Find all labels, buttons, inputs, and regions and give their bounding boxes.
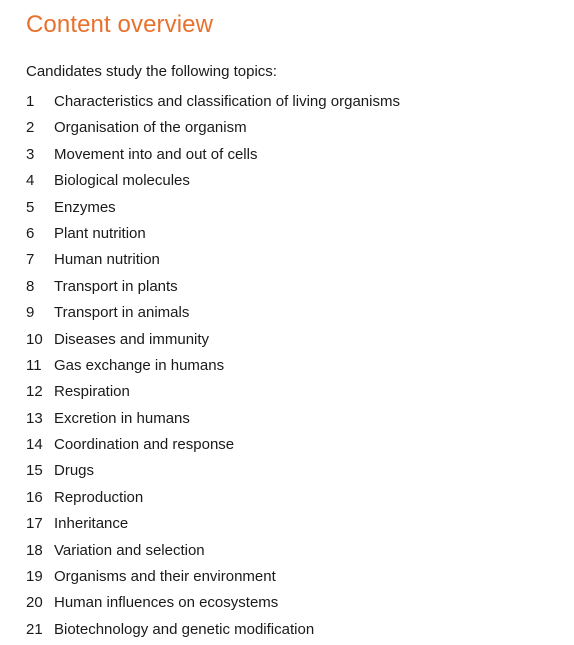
topic-number: 17 [26,515,43,533]
topic-label: Organisms and their environment [54,568,276,586]
topic-item [26,300,566,326]
topic-number: 11 [26,356,42,374]
topic-label: Characteristics and classification of living organisms [54,93,400,110]
topic-item [26,458,566,484]
topic-label: Transport in plants [54,277,178,295]
topic-label: Diseases and immunity [54,330,210,348]
topic-label: Biotechnology and genetic modification [54,620,315,638]
topic-number: 9 [26,304,35,322]
topic-item [26,327,566,353]
topic-item [26,406,566,432]
topic-item [26,221,566,247]
topic-label: Excretion in humans [54,409,190,427]
topic-list [26,89,566,643]
intro-text: Candidates study the following topics: [26,63,277,80]
topic-label: Variation and selection [54,541,205,559]
topic-item [26,617,566,643]
topic-label: Organisation of the organism [54,119,247,137]
topic-item [26,115,566,141]
topic-label: Transport in animals [54,304,190,322]
topic-item [26,89,566,115]
topic-number: 1 [26,93,35,110]
topic-number: 5 [26,198,35,216]
topic-item [26,485,566,511]
topic-number: 6 [26,224,35,242]
page-title: Content overview [26,11,214,38]
topic-label: Inheritance [54,515,129,533]
topic-item [26,379,566,405]
topic-item [26,274,566,300]
topic-item [26,590,566,616]
topic-number: 12 [26,383,43,401]
topic-label: Enzymes [54,198,116,216]
topic-item [26,353,566,379]
topic-label: Gas exchange in humans [54,356,225,374]
topic-label: Drugs [54,462,95,480]
topic-item [26,564,566,590]
topic-label: Reproduction [54,488,144,506]
topic-number: 14 [26,436,43,454]
topic-item [26,142,566,168]
topic-number: 2 [26,119,35,137]
topic-number: 4 [26,172,35,190]
topic-label: Plant nutrition [54,224,146,242]
topic-item [26,538,566,564]
topic-number: 15 [26,462,43,480]
topic-number: 7 [26,251,35,269]
topic-label: Respiration [54,383,130,401]
topic-number: 18 [26,541,43,559]
topic-number: 19 [26,568,43,586]
topic-label: Biological molecules [54,172,190,190]
topic-label: Human nutrition [54,251,160,269]
topic-label: Human influences on ecosystems [54,594,279,612]
topic-item [26,511,566,537]
topic-item [26,168,566,194]
topic-number: 13 [26,409,43,427]
topic-number: 21 [26,620,43,638]
topic-item [26,195,566,221]
topic-number: 20 [26,594,43,612]
topic-number: 3 [26,145,35,163]
topic-label: Coordination and response [54,436,235,454]
topic-number: 16 [26,488,43,506]
content-overview-section [26,8,566,643]
topic-number: 8 [26,277,35,295]
topic-label: Movement into and out of cells [54,145,258,163]
topic-number: 10 [26,330,43,348]
topic-item [26,247,566,273]
topic-item [26,432,566,458]
